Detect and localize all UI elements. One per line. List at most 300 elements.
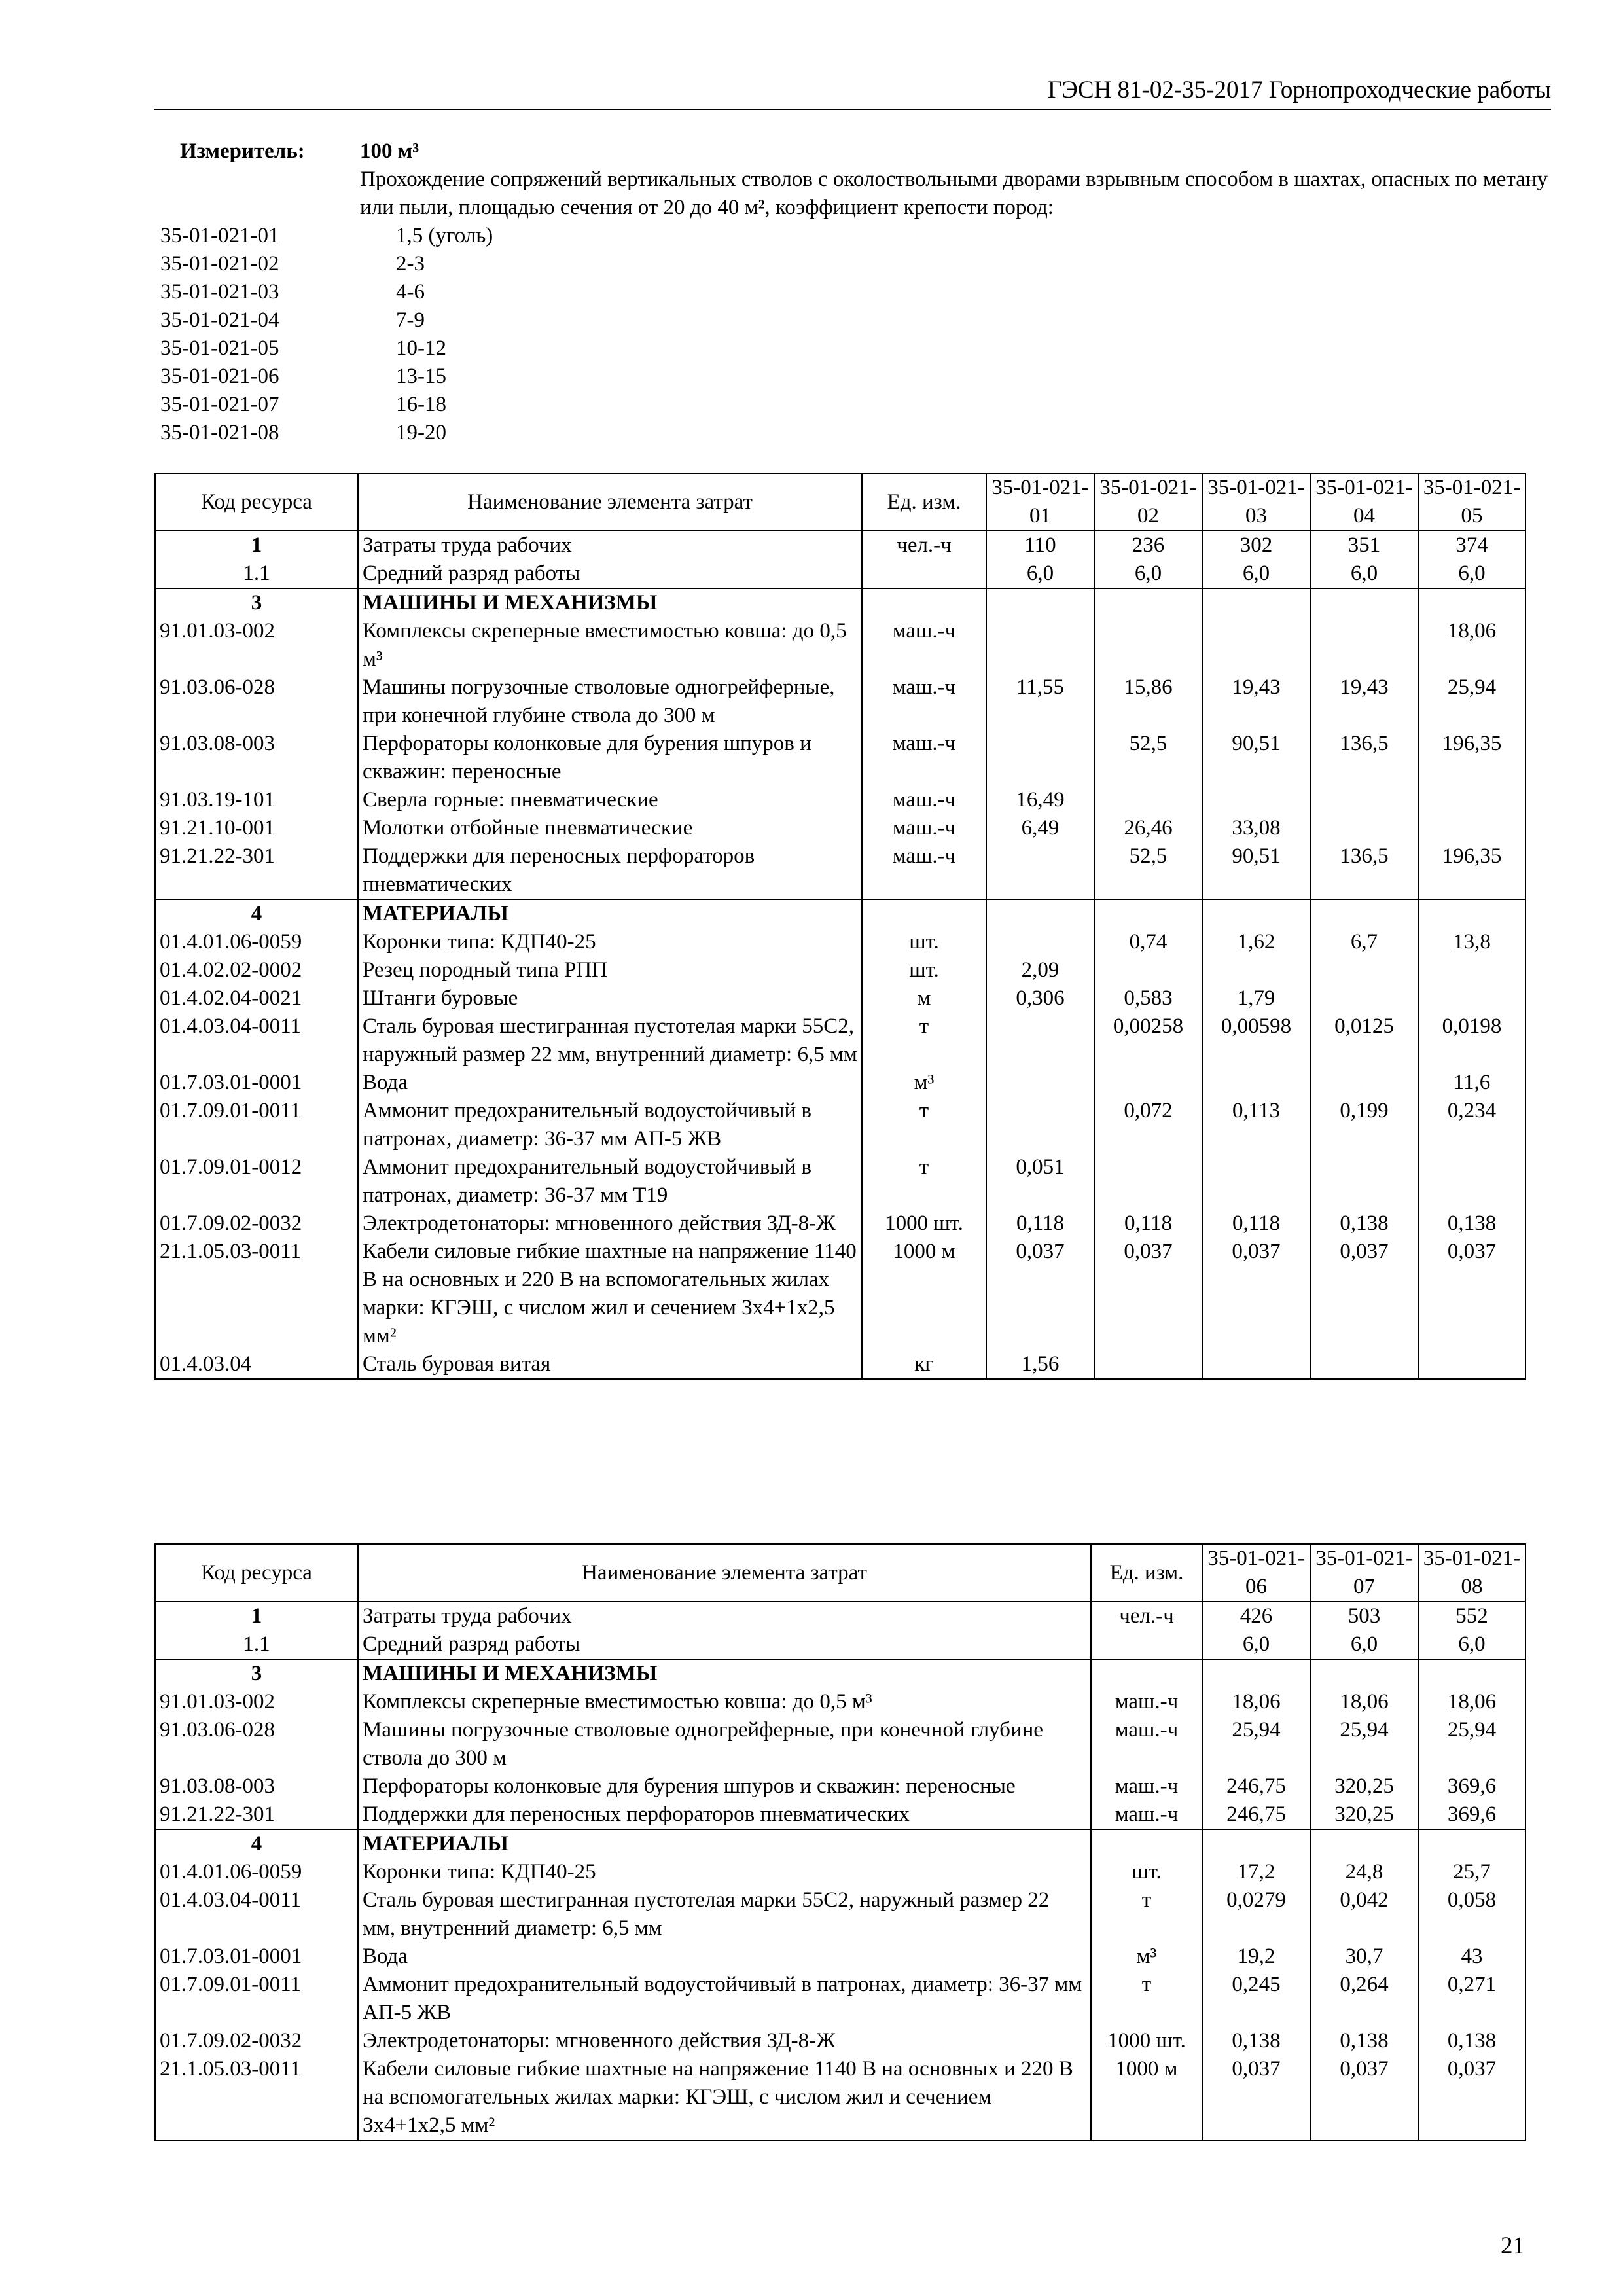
resource-unit: шт. xyxy=(1091,1858,1202,1886)
norm-value xyxy=(1202,588,1310,617)
table-row xyxy=(155,1801,1525,1829)
norm-value xyxy=(986,588,1094,617)
norm-value: 369,6 xyxy=(1418,1801,1525,1829)
norm-value xyxy=(1310,786,1418,814)
norm-value xyxy=(1310,984,1418,1013)
norm-value: 0,138 xyxy=(1202,2027,1310,2055)
resource-name: МАТЕРИАЛЫ xyxy=(358,899,862,928)
norm-value: 320,25 xyxy=(1310,1801,1418,1829)
resource-code: 91.03.08-003 xyxy=(155,730,358,786)
resource-unit: маш.-ч xyxy=(1091,1688,1202,1716)
norm-value: 302 xyxy=(1202,531,1310,560)
norm-value: 19,2 xyxy=(1202,1943,1310,1971)
norm-value: 6,0 xyxy=(1310,560,1418,588)
resource-code: 01.7.03.01-0001 xyxy=(155,1069,358,1097)
meter-item-value: 13-15 xyxy=(396,365,446,388)
norm-value: 25,94 xyxy=(1202,1716,1310,1772)
resource-unit: м³ xyxy=(1091,1943,1202,1971)
table-row xyxy=(155,1069,1525,1097)
table-row xyxy=(155,617,1525,673)
resource-unit: м xyxy=(862,984,986,1013)
resource-code: 01.4.03.04-0011 xyxy=(155,1013,358,1069)
norm-value: 11,55 xyxy=(986,673,1094,730)
resource-unit: маш.-ч xyxy=(1091,1801,1202,1829)
section-row xyxy=(155,1829,1525,1858)
resource-name: Штанги буровые xyxy=(358,984,862,1013)
header-name: Наименование элемента затрат xyxy=(358,1544,1091,1602)
section-row xyxy=(155,1630,1525,1659)
resource-code: 91.21.22-301 xyxy=(155,842,358,899)
norm-value xyxy=(1310,814,1418,842)
norm-value: 196,35 xyxy=(1418,730,1525,786)
resource-code: 01.4.02.04-0021 xyxy=(155,984,358,1013)
norm-value: 6,7 xyxy=(1310,928,1418,956)
norm-value: 43 xyxy=(1418,1943,1525,1971)
header-unit: Ед. изм. xyxy=(1091,1544,1202,1602)
norm-value xyxy=(1418,1153,1525,1210)
resource-code: 3 xyxy=(155,1659,358,1688)
norm-value: 0,0279 xyxy=(1202,1886,1310,1943)
meter-item-value: 7-9 xyxy=(396,308,425,332)
resource-code: 91.03.06-028 xyxy=(155,673,358,730)
meter-unit: 100 м³ xyxy=(360,139,419,163)
norm-value: 6,0 xyxy=(1202,560,1310,588)
resource-name: Комплексы скреперные вместимостью ковша: до 0,5 м³ xyxy=(358,617,862,673)
norm-value: 0,037 xyxy=(1094,1238,1202,1350)
norm-value: 19,43 xyxy=(1310,673,1418,730)
resource-name: Сталь буровая шестигранная пустотелая марки 55С2, наружный размер 22 мм, внутренний диаметр: 6,5 мм xyxy=(358,1013,862,1069)
norm-value: 196,35 xyxy=(1418,842,1525,899)
norm-value: 374 xyxy=(1418,531,1525,560)
header-norm: 35-01-021-08 xyxy=(1418,1544,1525,1602)
meter-item-code: 35-01-021-04 xyxy=(160,308,279,332)
norm-value xyxy=(1310,1659,1418,1688)
resource-unit: шт. xyxy=(862,928,986,956)
resource-code: 21.1.05.03-0011 xyxy=(155,1238,358,1350)
resource-name: Вода xyxy=(358,1069,862,1097)
resource-name: Сталь буровая шестигранная пустотелая марки 55С2, наружный размер 22 мм, внутренний диаметр: 6,5 мм xyxy=(358,1886,1091,1943)
table-row xyxy=(155,1013,1525,1069)
resource-name: Поддержки для переносных перфораторов пневматических xyxy=(358,1801,1091,1829)
norm-value: 6,0 xyxy=(1094,560,1202,588)
norm-value: 52,5 xyxy=(1094,730,1202,786)
norm-value: 6,0 xyxy=(1310,1630,1418,1659)
resource-unit xyxy=(1091,1829,1202,1858)
norm-value: 0,0198 xyxy=(1418,1013,1525,1069)
norm-value: 0,042 xyxy=(1310,1886,1418,1943)
table-row xyxy=(155,1153,1525,1210)
norm-value xyxy=(1094,1069,1202,1097)
norm-value: 6,49 xyxy=(986,814,1094,842)
resource-name: Сталь буровая витая xyxy=(358,1350,862,1379)
norm-value: 0,118 xyxy=(986,1210,1094,1238)
norm-value: 0,037 xyxy=(986,1238,1094,1350)
norm-value xyxy=(1094,956,1202,984)
norm-value: 0,234 xyxy=(1418,1097,1525,1153)
norm-value: 0,037 xyxy=(1310,1238,1418,1350)
norm-value: 0,583 xyxy=(1094,984,1202,1013)
norm-value: 136,5 xyxy=(1310,842,1418,899)
resource-name: МАШИНЫ И МЕХАНИЗМЫ xyxy=(358,1659,1091,1688)
norm-value xyxy=(986,617,1094,673)
table-header xyxy=(155,1544,1525,1602)
norm-value: 0,037 xyxy=(1202,1238,1310,1350)
norm-value: 24,8 xyxy=(1310,1858,1418,1886)
norm-value xyxy=(1418,1829,1525,1858)
resource-code: 91.01.03-002 xyxy=(155,617,358,673)
norm-value xyxy=(1202,786,1310,814)
norm-value: 25,7 xyxy=(1418,1858,1525,1886)
norm-value: 0,138 xyxy=(1418,1210,1525,1238)
norm-value xyxy=(1310,1350,1418,1379)
norm-value xyxy=(1310,1153,1418,1210)
norm-value: 6,0 xyxy=(1418,560,1525,588)
resource-code: 1.1 xyxy=(155,1630,358,1659)
resource-unit: т xyxy=(1091,1886,1202,1943)
resource-code: 91.21.22-301 xyxy=(155,1801,358,1829)
table-row xyxy=(155,1772,1525,1801)
norm-value: 0,199 xyxy=(1310,1097,1418,1153)
resource-unit: м³ xyxy=(862,1069,986,1097)
resource-name: Средний разряд работы xyxy=(358,1630,1091,1659)
norm-value: 6,0 xyxy=(1202,1630,1310,1659)
resource-unit xyxy=(1091,1659,1202,1688)
section-row xyxy=(155,588,1525,617)
norm-value: 0,00598 xyxy=(1202,1013,1310,1069)
norm-value: 0,118 xyxy=(1094,1210,1202,1238)
table-row xyxy=(155,2027,1525,2055)
resource-code: 1 xyxy=(155,531,358,560)
resource-unit: кг xyxy=(862,1350,986,1379)
header-name: Наименование элемента затрат xyxy=(358,473,862,531)
resource-unit xyxy=(862,899,986,928)
norm-value xyxy=(1418,984,1525,1013)
table-row xyxy=(155,1688,1525,1716)
norm-value: 552 xyxy=(1418,1602,1525,1630)
table-body xyxy=(155,1602,1525,2140)
table-body xyxy=(155,531,1525,1379)
resource-name: Сверла горные: пневматические xyxy=(358,786,862,814)
resource-code: 01.4.03.04-0011 xyxy=(155,1886,358,1943)
norm-value xyxy=(986,1069,1094,1097)
table-row xyxy=(155,2055,1525,2140)
resource-code: 01.4.03.04 xyxy=(155,1350,358,1379)
resource-code: 01.7.03.01-0001 xyxy=(155,1943,358,1971)
meter-item-code: 35-01-021-08 xyxy=(160,421,279,444)
resource-name: Комплексы скреперные вместимостью ковша: до 0,5 м³ xyxy=(358,1688,1091,1716)
resource-name: Вода xyxy=(358,1943,1091,1971)
header-norm: 35-01-021-06 xyxy=(1202,1544,1310,1602)
norm-value: 136,5 xyxy=(1310,730,1418,786)
resource-unit xyxy=(862,588,986,617)
resource-unit xyxy=(862,560,986,588)
norm-value xyxy=(1202,1069,1310,1097)
norm-value xyxy=(1202,617,1310,673)
norm-value xyxy=(1310,1829,1418,1858)
resource-name: Кабели силовые гибкие шахтные на напряжение 1140 В на основных и 220 В на вспомогательных жилах марки: КГЭШ, с числом жил и сечением 3х4+1х2,5 мм² xyxy=(358,2055,1091,2140)
header-norm: 35-01-021-04 xyxy=(1310,473,1418,531)
resource-code: 3 xyxy=(155,588,358,617)
norm-value: 0,037 xyxy=(1418,1238,1525,1350)
norm-value xyxy=(1418,1350,1525,1379)
norm-value: 246,75 xyxy=(1202,1801,1310,1829)
resource-name: Электродетонаторы: мгновенного действия ЗД-8-Ж xyxy=(358,1210,862,1238)
norm-value: 17,2 xyxy=(1202,1858,1310,1886)
table-row xyxy=(155,730,1525,786)
norm-value: 30,7 xyxy=(1310,1943,1418,1971)
header-unit: Ед. изм. xyxy=(862,473,986,531)
norm-value: 25,94 xyxy=(1418,673,1525,730)
norm-value xyxy=(986,899,1094,928)
norm-value xyxy=(986,1097,1094,1153)
norm-value xyxy=(1418,588,1525,617)
section-row xyxy=(155,1602,1525,1630)
norm-value: 0,058 xyxy=(1418,1886,1525,1943)
norm-value: 0,138 xyxy=(1310,1210,1418,1238)
page-number: 21 xyxy=(1501,2233,1525,2259)
norm-value xyxy=(986,928,1094,956)
norm-value: 16,49 xyxy=(986,786,1094,814)
resource-name: Машины погрузочные стволовые одногрейферные, при конечной глубине ствола до 300 м xyxy=(358,673,862,730)
table-row xyxy=(155,984,1525,1013)
norm-value xyxy=(1202,1829,1310,1858)
meter-item-value: 10-12 xyxy=(396,336,446,360)
table-header xyxy=(155,473,1525,531)
norm-value: 0,072 xyxy=(1094,1097,1202,1153)
resource-code: 91.01.03-002 xyxy=(155,1688,358,1716)
table-row xyxy=(155,1858,1525,1886)
meter-item-code: 35-01-021-03 xyxy=(160,280,279,304)
norm-value: 320,25 xyxy=(1310,1772,1418,1801)
resource-name: Коронки типа: КДП40-25 xyxy=(358,1858,1091,1886)
norm-value: 426 xyxy=(1202,1602,1310,1630)
meter-item-code: 35-01-021-05 xyxy=(160,336,279,360)
meter-item-code: 35-01-021-01 xyxy=(160,224,279,247)
norm-value: 0,0125 xyxy=(1310,1013,1418,1069)
norm-value: 0,271 xyxy=(1418,1971,1525,2027)
norm-value: 0,118 xyxy=(1202,1210,1310,1238)
norm-value: 351 xyxy=(1310,531,1418,560)
norm-value xyxy=(1202,899,1310,928)
norm-value xyxy=(1418,899,1525,928)
norm-value xyxy=(1418,956,1525,984)
table-row xyxy=(155,1210,1525,1238)
norm-value xyxy=(1202,1659,1310,1688)
resource-unit: т xyxy=(1091,1971,1202,2027)
resource-code: 4 xyxy=(155,899,358,928)
resource-unit: т xyxy=(862,1097,986,1153)
norm-value xyxy=(1094,1350,1202,1379)
resource-unit: 1000 м xyxy=(862,1238,986,1350)
header-norm: 35-01-021-01 xyxy=(986,473,1094,531)
norm-value: 369,6 xyxy=(1418,1772,1525,1801)
resource-name: МАТЕРИАЛЫ xyxy=(358,1829,1091,1858)
norm-value: 19,43 xyxy=(1202,673,1310,730)
norm-value: 90,51 xyxy=(1202,730,1310,786)
resource-unit: маш.-ч xyxy=(862,786,986,814)
resource-code: 91.03.08-003 xyxy=(155,1772,358,1801)
resource-unit: т xyxy=(862,1013,986,1069)
resource-unit: маш.-ч xyxy=(862,814,986,842)
table-row xyxy=(155,928,1525,956)
norm-value: 18,06 xyxy=(1202,1688,1310,1716)
resource-unit: 1000 шт. xyxy=(1091,2027,1202,2055)
norm-value: 13,8 xyxy=(1418,928,1525,956)
norm-value: 1,56 xyxy=(986,1350,1094,1379)
norm-value xyxy=(1202,956,1310,984)
table-row xyxy=(155,1971,1525,2027)
resource-code: 01.7.09.02-0032 xyxy=(155,1210,358,1238)
meter-item-value: 19-20 xyxy=(396,421,446,444)
table-row xyxy=(155,1943,1525,1971)
resource-name: Перфораторы колонковые для бурения шпуров и скважин: переносные xyxy=(358,730,862,786)
table-row xyxy=(155,1097,1525,1153)
meter-item-code: 35-01-021-07 xyxy=(160,393,279,416)
section-row xyxy=(155,1659,1525,1688)
norm-value xyxy=(1310,617,1418,673)
norm-value xyxy=(1418,786,1525,814)
resource-unit: 1000 шт. xyxy=(862,1210,986,1238)
resource-unit: маш.-ч xyxy=(1091,1772,1202,1801)
norm-value xyxy=(1094,899,1202,928)
resource-unit: маш.-ч xyxy=(862,673,986,730)
resource-unit: маш.-ч xyxy=(862,617,986,673)
norm-value: 18,06 xyxy=(1310,1688,1418,1716)
resource-code: 01.7.09.01-0011 xyxy=(155,1097,358,1153)
resource-name: Аммонит предохранительный водоустойчивый в патронах, диаметр: 36-37 мм Т19 xyxy=(358,1153,862,1210)
section-row xyxy=(155,899,1525,928)
norm-value xyxy=(1310,956,1418,984)
table-row xyxy=(155,956,1525,984)
meter-item-value: 1,5 (уголь) xyxy=(396,224,493,247)
meter-item-code: 35-01-021-06 xyxy=(160,365,279,388)
norm-value: 246,75 xyxy=(1202,1772,1310,1801)
norm-value: 0,113 xyxy=(1202,1097,1310,1153)
table-row xyxy=(155,1886,1525,1943)
meter-item-value: 2-3 xyxy=(396,252,425,276)
resource-code: 01.7.09.02-0032 xyxy=(155,2027,358,2055)
resource-code: 01.7.09.01-0012 xyxy=(155,1153,358,1210)
norm-value: 0,037 xyxy=(1310,2055,1418,2140)
meter-item-code: 35-01-021-02 xyxy=(160,252,279,276)
norm-value: 0,306 xyxy=(986,984,1094,1013)
norm-value: 0,245 xyxy=(1202,1971,1310,2027)
table-row xyxy=(155,1716,1525,1772)
norm-value: 0,00258 xyxy=(1094,1013,1202,1069)
norm-value xyxy=(986,842,1094,899)
resource-name: Аммонит предохранительный водоустойчивый в патронах, диаметр: 36-37 мм АП-5 ЖВ xyxy=(358,1971,1091,2027)
resource-name: Перфораторы колонковые для бурения шпуров и скважин: переносные xyxy=(358,1772,1091,1801)
resource-code: 91.03.06-028 xyxy=(155,1716,358,1772)
resource-code: 01.7.09.01-0011 xyxy=(155,1971,358,2027)
norm-value: 90,51 xyxy=(1202,842,1310,899)
norm-value xyxy=(1202,1153,1310,1210)
resource-unit: маш.-ч xyxy=(1091,1716,1202,1772)
meter-label: Измеритель: xyxy=(180,139,305,163)
norm-value: 0,037 xyxy=(1418,2055,1525,2140)
norm-value xyxy=(1202,1350,1310,1379)
resource-code: 91.03.19-101 xyxy=(155,786,358,814)
norm-value: 26,46 xyxy=(1094,814,1202,842)
header-norm: 35-01-021-03 xyxy=(1202,473,1310,531)
header-norm: 35-01-021-07 xyxy=(1310,1544,1418,1602)
page-header xyxy=(154,72,1551,110)
norm-value xyxy=(1418,1659,1525,1688)
resource-table-2 xyxy=(154,1543,1526,2141)
resource-code: 4 xyxy=(155,1829,358,1858)
table-row xyxy=(155,842,1525,899)
resource-name: Средний разряд работы xyxy=(358,560,862,588)
resource-name: Электродетонаторы: мгновенного действия ЗД-8-Ж xyxy=(358,2027,1091,2055)
section-row xyxy=(155,531,1525,560)
norm-value: 110 xyxy=(986,531,1094,560)
resource-code: 1.1 xyxy=(155,560,358,588)
norm-value: 11,6 xyxy=(1418,1069,1525,1097)
resource-unit xyxy=(1091,1630,1202,1659)
resource-unit: т xyxy=(862,1153,986,1210)
resource-code: 01.4.02.02-0002 xyxy=(155,956,358,984)
resource-name: МАШИНЫ И МЕХАНИЗМЫ xyxy=(358,588,862,617)
resource-name: Машины погрузочные стволовые одногрейферные, при конечной глубине ствола до 300 м xyxy=(358,1716,1091,1772)
resource-name: Молотки отбойные пневматические xyxy=(358,814,862,842)
norm-value: 25,94 xyxy=(1418,1716,1525,1772)
resource-code: 91.21.10-001 xyxy=(155,814,358,842)
table-row xyxy=(155,786,1525,814)
norm-value: 25,94 xyxy=(1310,1716,1418,1772)
norm-value xyxy=(1310,588,1418,617)
table-row xyxy=(155,814,1525,842)
resource-code: 21.1.05.03-0011 xyxy=(155,2055,358,2140)
resource-name: Коронки типа: КДП40-25 xyxy=(358,928,862,956)
norm-value xyxy=(1094,617,1202,673)
resource-unit: чел.-ч xyxy=(1091,1602,1202,1630)
resource-unit: чел.-ч xyxy=(862,531,986,560)
resource-name: Кабели силовые гибкие шахтные на напряжение 1140 В на основных и 220 В на вспомогательных жилах марки: КГЭШ, с числом жил и сечением 3х4+1х2,5 мм² xyxy=(358,1238,862,1350)
norm-value xyxy=(1310,899,1418,928)
norm-value xyxy=(986,730,1094,786)
norm-value: 52,5 xyxy=(1094,842,1202,899)
table-row xyxy=(155,1350,1525,1379)
norm-value: 0,037 xyxy=(1202,2055,1310,2140)
meter-description: Прохождение сопряжений вертикальных стволов с околоствольными дворами взрывным способом в шахтах, опасных по метану или пыли, площадью сечения от 20 до 40 м², коэффициент крепости пород: xyxy=(360,168,1548,219)
norm-value xyxy=(1094,786,1202,814)
meter-item-value: 16-18 xyxy=(396,393,446,416)
meter-item-value: 4-6 xyxy=(396,280,425,304)
norm-value: 33,08 xyxy=(1202,814,1310,842)
header-code: Код ресурса xyxy=(155,1544,358,1602)
resource-table-1 xyxy=(154,473,1526,1380)
norm-value: 6,0 xyxy=(986,560,1094,588)
norm-value: 18,06 xyxy=(1418,617,1525,673)
resource-name: Резец породный типа РПП xyxy=(358,956,862,984)
norm-value: 0,138 xyxy=(1418,2027,1525,2055)
norm-value: 0,138 xyxy=(1310,2027,1418,2055)
header-norm: 35-01-021-02 xyxy=(1094,473,1202,531)
resource-name: Затраты труда рабочих xyxy=(358,1602,1091,1630)
norm-value: 0,74 xyxy=(1094,928,1202,956)
norm-value: 1,62 xyxy=(1202,928,1310,956)
norm-value: 1,79 xyxy=(1202,984,1310,1013)
resource-code: 01.4.01.06-0059 xyxy=(155,928,358,956)
norm-value: 15,86 xyxy=(1094,673,1202,730)
norm-value: 0,051 xyxy=(986,1153,1094,1210)
resource-code: 01.4.01.06-0059 xyxy=(155,1858,358,1886)
norm-value: 503 xyxy=(1310,1602,1418,1630)
resource-name: Поддержки для переносных перфораторов пневматических xyxy=(358,842,862,899)
resource-unit: маш.-ч xyxy=(862,842,986,899)
norm-value: 0,264 xyxy=(1310,1971,1418,2027)
header-norm: 35-01-021-05 xyxy=(1418,473,1525,531)
